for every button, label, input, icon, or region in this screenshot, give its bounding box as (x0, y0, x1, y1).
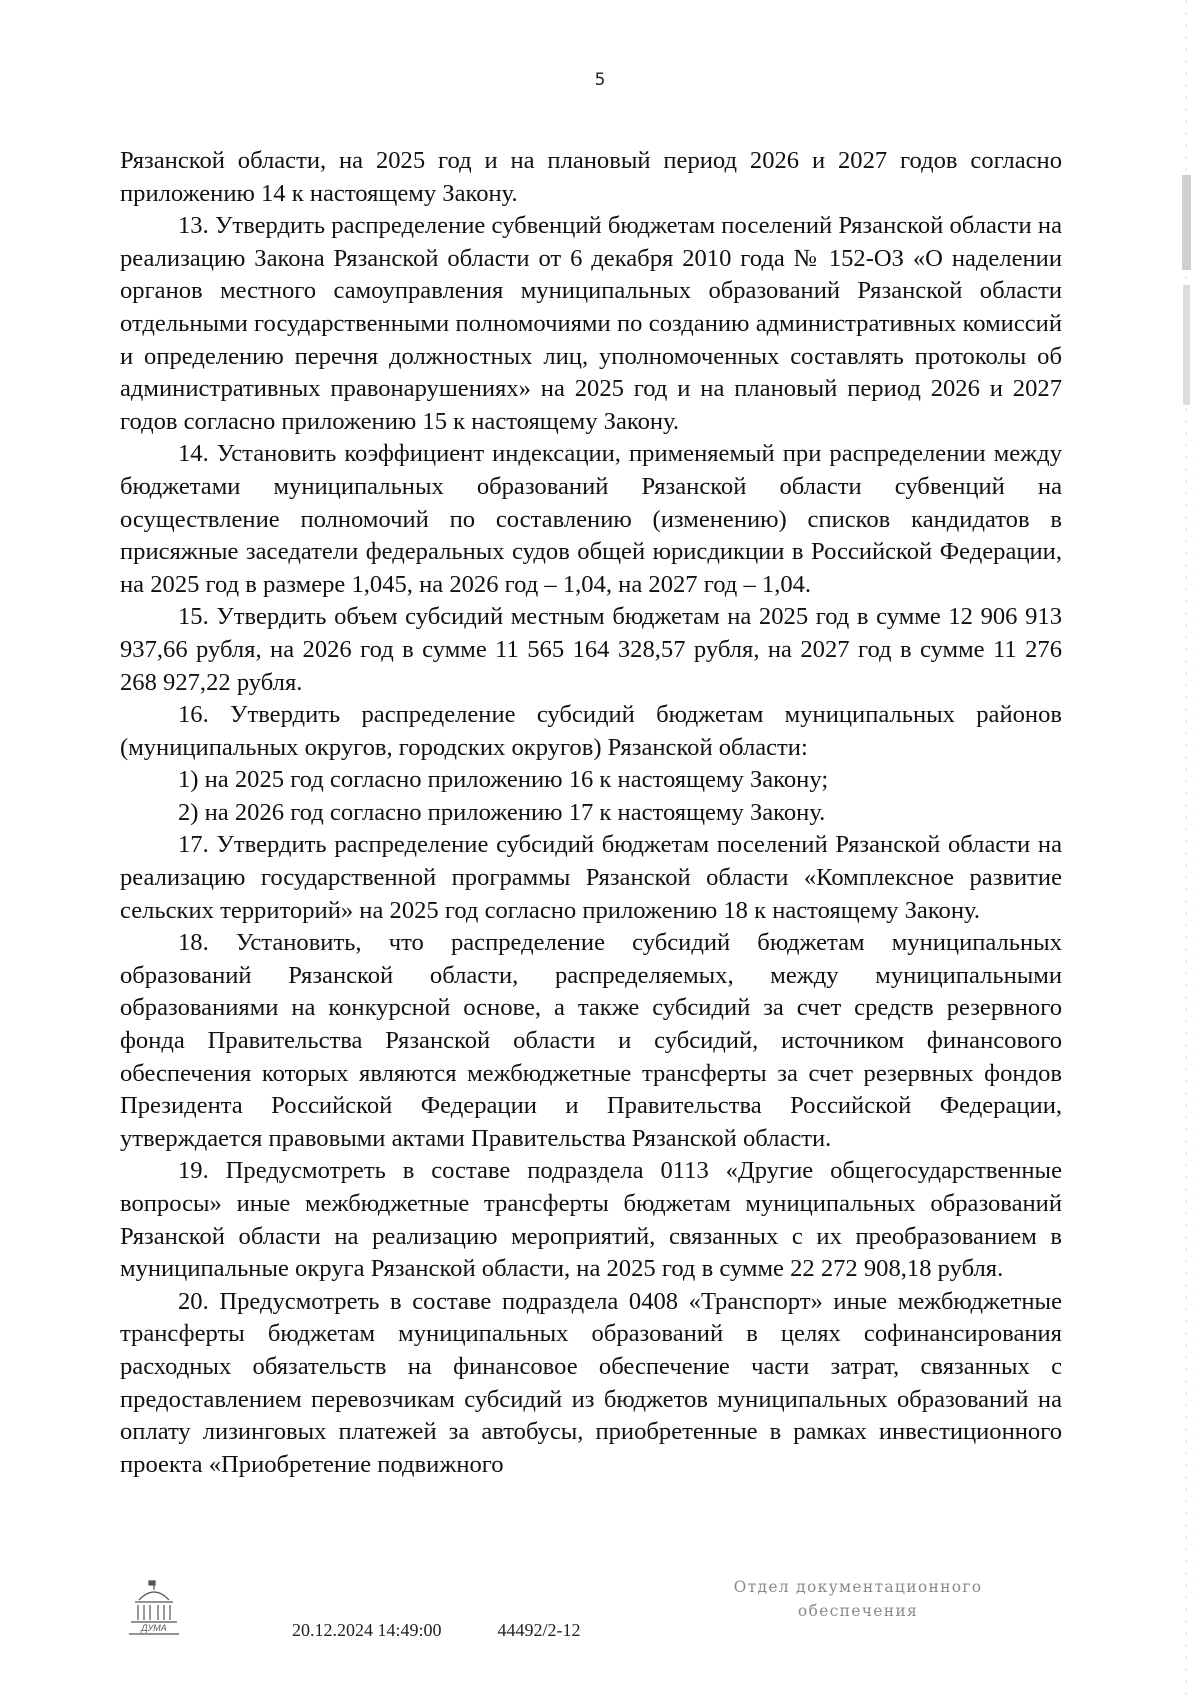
paragraph: 20. Предусмотреть в составе подраздела 0408 «Транспорт» иные межбюджетные трансферты бюджетам муниципальных образований в целях софинансирования расходных обязательств на финансовое обеспечение части затрат, связанных с предоставлением перевозчикам субсидий из бюджетов муниципальных образований на оплату лизинговых платежей за автобусы, приобретенные в рамках инвестиционного проекта «Приобретение подвижного (120, 1287, 1062, 1478)
paragraph: 15. Утвердить объем субсидий местным бюджетам на 2025 год в сумме 12 906 913 937,66 рубля, на 2026 год в сумме 11 565 164 328,57 рубля, на 2027 год в сумме 11 276 268 927,22 рубля. (120, 603, 1062, 696)
department-stamp-line1: Отдел документационного (733, 1578, 983, 1596)
registration-stamp (292, 1620, 581, 1641)
duma-building-logo-icon (125, 1578, 183, 1638)
paragraph: 17. Утвердить распределение субсидий бюджетам поселений Рязанской области на реализацию государственной программы Рязанской области «Комплексное развитие сельских территорий» на 2025 год согласно приложению 18 к настоящему Закону. (120, 831, 1062, 924)
paragraph: 18. Установить, что распределение субсидий бюджетам муниципальных образований Рязанской области, распределяемых, между муниципальными образованиями на конкурсной основе, а также субсидий за счет средств резервного фонда Правительства Рязанской области и субсидий, источником финансового обеспечения которых являются межбюджетные трансферты за счет резервных фондов Президента Российской Федерации и Правительства Российской Федерации, утверждается правовыми актами Правительства Рязанской области. (120, 929, 1062, 1152)
logo-text: ДУМА (141, 1623, 167, 1633)
paragraph: Рязанской области, на 2025 год и на плановый период 2026 и 2027 годов согласно приложению 14 к настоящему Закону. (120, 147, 1062, 207)
paragraph: 19. Предусмотреть в составе подраздела 0113 «Другие общегосударственные вопросы» иные межбюджетные трансферты бюджетам муниципальных образований Рязанской области на реализацию мероприятий, связанных с их преобразованием в муниципальные округа Рязанской области, на 2025 год в сумме 22 272 908,18 рубля. (120, 1157, 1062, 1283)
department-stamp (708, 1575, 1008, 1623)
stamp-datetime: 20.12.2024 14:49:00 (292, 1620, 442, 1640)
department-stamp-line2: обеспечения (797, 1602, 919, 1620)
paragraph: 2) на 2026 год согласно приложению 17 к настоящему Закону. (178, 798, 826, 826)
document-body (120, 145, 1062, 1481)
paragraph: 1) на 2025 год согласно приложению 16 к настоящему Закону; (178, 766, 829, 794)
paragraph: 14. Установить коэффициент индексации, применяемый при распределении между бюджетами муниципальных образований Рязанской области субвенций на осуществление полномочий по составлению (изменению) списков кандидатов в присяжные заседатели федеральных судов общей юрисдикции в Российской Федерации, на 2025 год в размере 1,045, на 2026 год – 1,04, на 2027 год – 1,04. (120, 440, 1062, 598)
scan-edge-artifact (1180, 0, 1200, 1695)
paragraph: 16. Утвердить распределение субсидий бюджетам муниципальных районов (муниципальных округов, городских округов) Рязанской области: (120, 701, 1062, 761)
stamp-registration-number: 44492/2-12 (497, 1620, 581, 1640)
paragraph: 13. Утвердить распределение субвенций бюджетам поселений Рязанской области на реализацию Закона Рязанской области от 6 декабря 2010 года № 152-ОЗ «О наделении органов местного самоуправления муниципальных образований Рязанской области отдельными государственными полномочиями по созданию административных комиссий и определению перечня должностных лиц, уполномоченных составлять протоколы об административных правонарушениях» на 2025 год и на плановый период 2026 и 2027 годов согласно приложению 15 к настоящему Закону. (120, 212, 1062, 435)
page-number: 5 (594, 70, 606, 90)
